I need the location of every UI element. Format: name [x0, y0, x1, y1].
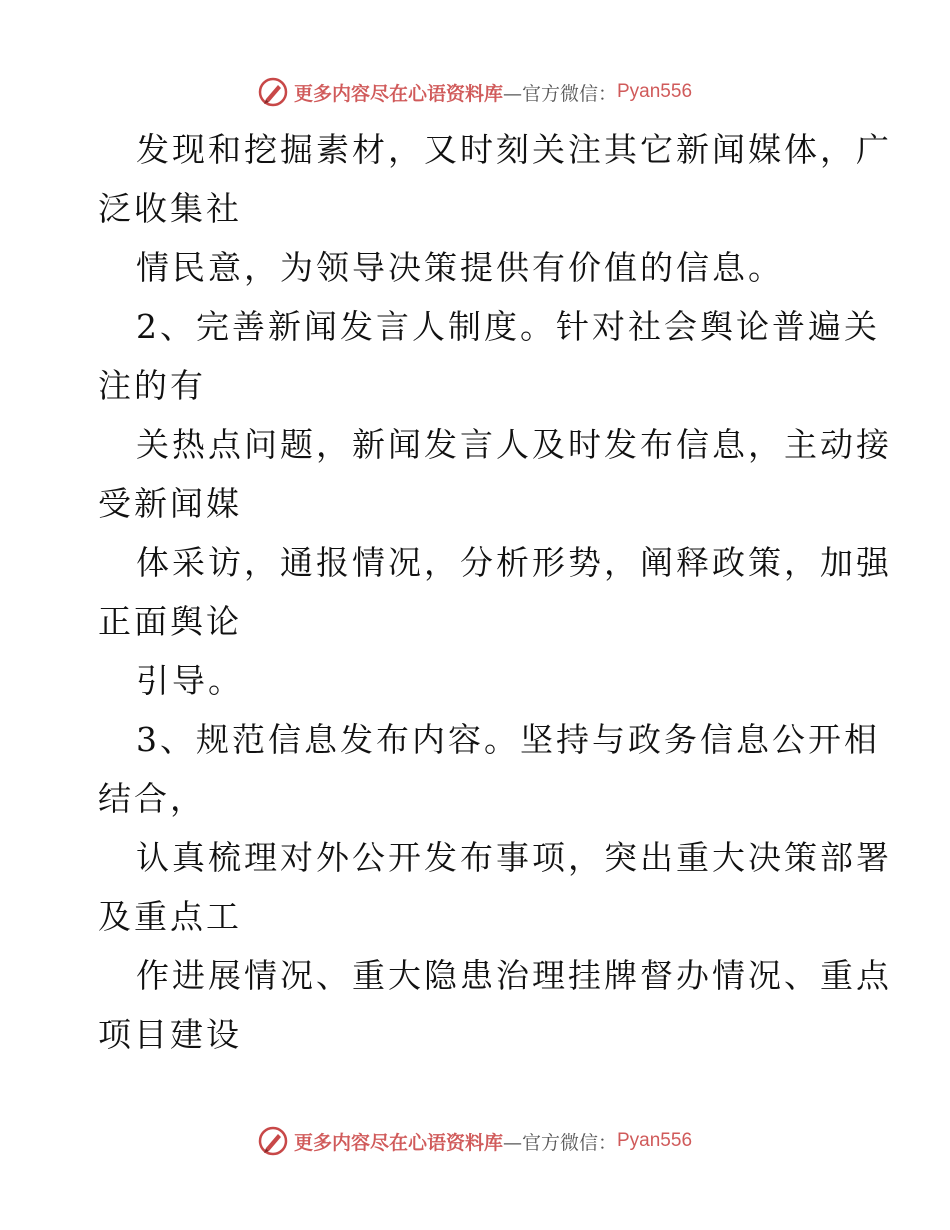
text-line: 受新闻媒	[98, 484, 242, 523]
text-line: 引导。	[136, 661, 244, 700]
text-line: 作进展情况、重大隐患治理挂牌督办情况、重点	[136, 956, 892, 995]
header-watermark-title: 更多内容尽在心语资料库	[293, 82, 503, 105]
header-watermark-label: —官方微信：	[502, 82, 617, 105]
text-line: 认真梳理对外公开发布事项，突出重大决策部署	[136, 838, 892, 877]
text-line: 正面舆论	[98, 602, 242, 641]
footer-watermark-label: —官方微信：	[502, 1131, 617, 1154]
text-line: 项目建设	[98, 1015, 242, 1054]
pen-logo-icon	[258, 1126, 288, 1156]
text-line: 及重点工	[98, 897, 242, 936]
footer-watermark	[0, 1121, 950, 1161]
footer-watermark-title: 更多内容尽在心语资料库	[293, 1131, 503, 1154]
text-line: 发现和挖掘素材，又时刻关注其它新闻媒体，广	[136, 130, 892, 169]
text-line: 3、规范信息发布内容。坚持与政务信息公开相	[136, 720, 880, 759]
text-line: 情民意，为领导决策提供有价值的信息。	[136, 248, 784, 287]
text-line: 注的有	[98, 366, 206, 405]
document-body	[98, 120, 892, 1064]
text-line: 关热点问题，新闻发言人及时发布信息，主动接	[136, 425, 892, 464]
header-watermark-id: Pyan556	[617, 81, 693, 102]
text-line: 2、完善新闻发言人制度。针对社会舆论普遍关	[136, 307, 880, 346]
text-line: 泛收集社	[98, 189, 242, 228]
text-line: 结合，	[98, 779, 206, 818]
footer-watermark-id: Pyan556	[617, 1130, 693, 1151]
pen-logo-icon	[258, 77, 288, 107]
header-watermark	[0, 72, 950, 112]
text-line: 体采访，通报情况，分析形势，阐释政策，加强	[136, 543, 892, 582]
